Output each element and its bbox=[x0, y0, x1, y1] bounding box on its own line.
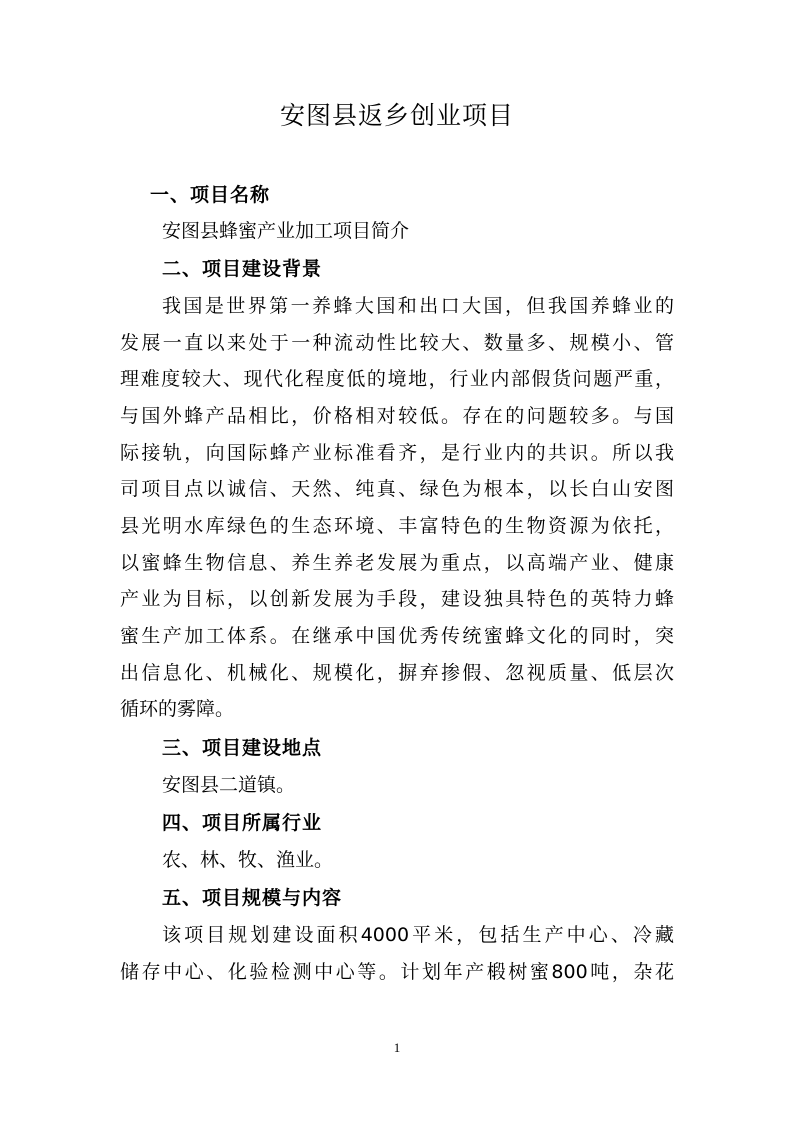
section-heading-background: 二、项目建设背景 bbox=[162, 258, 323, 280]
paragraph-line: 出信息化、机械化、规模化，摒弃掺假、忽视质量、低层次 bbox=[120, 662, 674, 684]
section-heading-location: 三、项目建设地点 bbox=[162, 737, 323, 759]
section-heading-industry: 四、项目所属行业 bbox=[162, 812, 323, 834]
page-number: 1 bbox=[393, 1040, 401, 1055]
paragraph-line: 产业为目标，以创新发展为手段，建设独具特色的英特力蜂 bbox=[120, 588, 674, 610]
section-heading-scale: 五、项目规模与内容 bbox=[162, 887, 343, 909]
paragraph-line: 安图县二道镇。 bbox=[162, 774, 296, 796]
paragraph-line: 以蜜蜂生物信息、养生养老发展为重点，以高端产业、健康 bbox=[120, 552, 674, 574]
paragraph-line: 循环的雾障。 bbox=[120, 698, 235, 720]
paragraph-line: 县光明水库绿色的生态环境、丰富特色的生物资源为依托， bbox=[120, 515, 674, 537]
document-title: 安图县返乡创业项目 bbox=[279, 101, 514, 130]
paragraph-line: 司项目点以诚信、天然、纯真、绿色为根本，以长白山安图 bbox=[120, 478, 674, 500]
paragraph-line: 安图县蜂蜜产业加工项目简介 bbox=[162, 220, 410, 242]
paragraph-line: 理难度较大、现代化程度低的境地，行业内部假货问题严重， bbox=[120, 368, 674, 390]
paragraph-line: 发展一直以来处于一种流动性比较大、数量多、规模小、管 bbox=[120, 332, 674, 354]
paragraph-line: 与国外蜂产品相比，价格相对较低。存在的问题较多。与国 bbox=[120, 405, 674, 427]
paragraph-line: 农、林、牧、渔业。 bbox=[162, 849, 334, 871]
section-heading-project-name: 一、项目名称 bbox=[150, 184, 271, 206]
paragraph-line: 储存中心、化验检测中心等。计划年产椴树蜜800吨，杂花 bbox=[120, 961, 674, 983]
paragraph-line: 蜜生产加工体系。在继承中国优秀传统蜜蜂文化的同时，突 bbox=[120, 625, 674, 647]
paragraph-line: 我国是世界第一养蜂大国和出口大国，但我国养蜂业的 bbox=[162, 295, 674, 317]
paragraph-line: 际接轨，向国际蜂产业标准看齐，是行业内的共识。所以我 bbox=[120, 442, 674, 464]
paragraph-line: 该项目规划建设面积4000平米，包括生产中心、冷藏 bbox=[162, 924, 674, 946]
